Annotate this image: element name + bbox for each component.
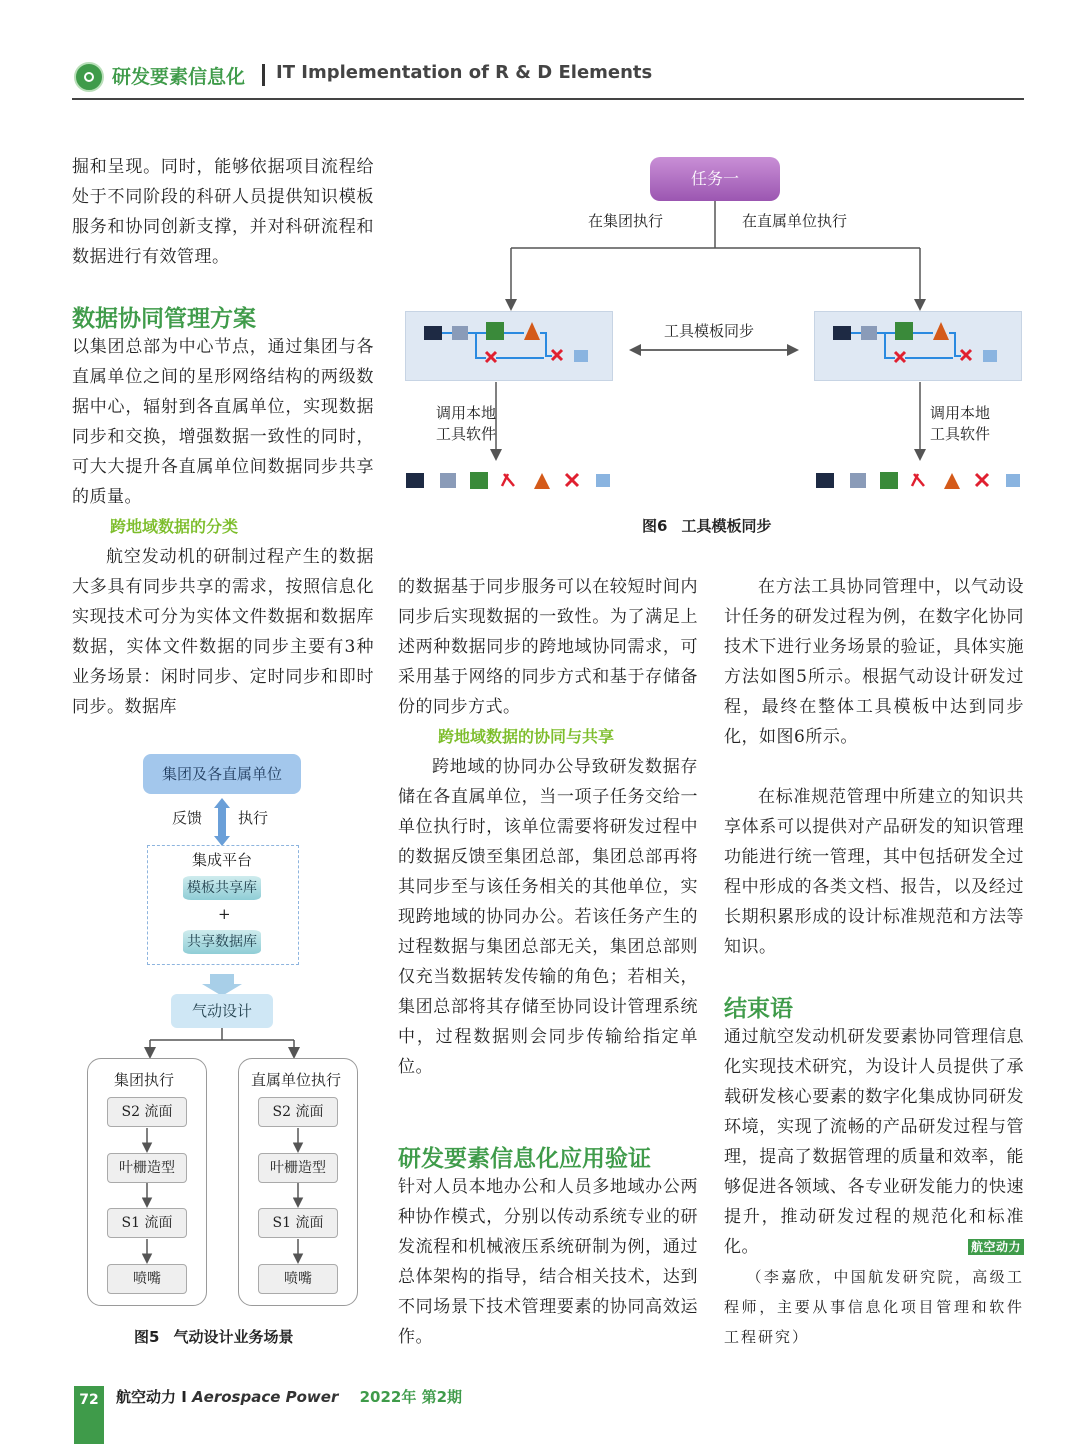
fig5-caption-num: 图5 xyxy=(134,1328,160,1346)
fig5-group-units-box: 集团及各直属单位 xyxy=(143,754,301,794)
fig5-step: 叶栅造型 xyxy=(258,1153,338,1183)
fig5-group-exec-label: 集团执行 xyxy=(114,1071,175,1089)
heading-conclusion: 结束语 xyxy=(724,996,793,1022)
fig5-step: S1 流面 xyxy=(258,1208,338,1238)
fig5-platform-label: 集成平台 xyxy=(192,851,253,869)
journal-logo-icon xyxy=(74,62,104,92)
fig6-task-box: 任务一 xyxy=(650,157,780,201)
heading-verify: 研发要素信息化应用验证 xyxy=(398,1146,651,1172)
fig5-execute-label: 执行 xyxy=(238,809,269,827)
fig5-unit-exec-label: 直属单位执行 xyxy=(251,1071,342,1089)
section-title-en: IT Implementation of R & D Elements xyxy=(276,62,653,83)
fig5-step: S2 流面 xyxy=(107,1097,187,1127)
subheading-share: 跨地域数据的协同与共享 xyxy=(438,727,615,746)
fig5-feedback-label: 反馈 xyxy=(172,809,203,827)
fig5-aero-design-box: 气动设计 xyxy=(171,994,273,1028)
footer-journal xyxy=(116,1386,462,1407)
header-divider xyxy=(262,64,265,86)
fig5-step: S1 流面 xyxy=(107,1208,187,1238)
fig5-step-arrows xyxy=(87,1126,359,1266)
tool-flow-icon xyxy=(815,312,1021,380)
fig6-call-right-1: 调用本地 xyxy=(930,404,991,422)
fig6-tool-icons-left xyxy=(404,470,614,492)
fig5-plus: + xyxy=(218,905,231,923)
subheading-classification: 跨地域数据的分类 xyxy=(110,517,239,536)
para-conclusion xyxy=(724,1022,1024,1262)
fig5-step: S2 流面 xyxy=(258,1097,338,1127)
fig6-tool-icons-right xyxy=(814,470,1024,492)
author-note: （李嘉欣，中国航发研究院，高级工程师，主要从事信息化项目管理和软件工程研究） xyxy=(724,1268,1024,1346)
fig6-call-left-1: 调用本地 xyxy=(436,404,497,422)
footer-journal-en: Aerospace Power xyxy=(192,1388,339,1406)
fig6-label-unit: 在直属单位执行 xyxy=(742,212,848,230)
footer-issue: 2022年 第2期 xyxy=(359,1388,463,1406)
journal-signature-badge: 航空动力 xyxy=(968,1239,1024,1255)
para-intro: 掘和呈现。同时，能够依据项目流程给处于不同阶段的科研人员提供知识模板服务和协同创新支撑，并对科研流程和数据进行有效管理。 xyxy=(72,157,374,267)
fig5-step: 叶栅造型 xyxy=(107,1153,187,1183)
para-sync-cont: 的数据基于同步服务可以在较短时间内同步后实现数据的一致性。为了满足上述两种数据同步的跨地域协同需求，可采用基于网络的同步方式和基于存储备份的同步方式。 xyxy=(398,577,698,717)
fig6-call-right-2: 工具软件 xyxy=(930,425,991,443)
fig5-shared-db: 共享数据库 xyxy=(183,930,261,954)
fig5-template-lib: 模板共享库 xyxy=(183,876,261,900)
para-standard: 在标准规范管理中所建立的知识共享体系可以提供对产品研发的知识管理功能进行统一管理，其中包括研发全过程中形成的各类文档、报告，以及经过长期积累形成的设计标准规范和方法等知识。 xyxy=(724,787,1024,957)
fig6-caption-num: 图6 xyxy=(642,517,668,535)
fig6-tool-template-right xyxy=(814,311,1022,381)
fig6-caption-text: 工具模板同步 xyxy=(681,517,772,535)
para-data-collab: 以集团总部为中心节点，通过集团与各直属单位之间的星形网络结构的两级数据中心，辐射到各直属单位，实现数据同步和交换，增强数据一致性的同时，可大大提升各直属单位间数据同步共享的质量。 xyxy=(72,337,374,507)
para-verify: 针对人员本地办公和人员多地域办公两种协作模式，分别以传动系统专业的研发流程和机械液压系统研制为例，通过总体架构的指导，结合相关技术，达到不同场景下技术管理要素的协同高效运作。 xyxy=(398,1177,698,1347)
fig5-caption xyxy=(134,1326,293,1347)
fig5-caption-text: 气动设计业务场景 xyxy=(173,1328,294,1346)
para-method: 在方法工具协同管理中，以气动设计任务的研发过程为例，在数字化协同技术下进行业务场景的验证，具体实施方法如图5所示。根据气动设计研发过程，最终在整体工具模板中达到同步化，如图6所示。 xyxy=(724,577,1024,747)
para-conclusion-text: 通过航空发动机研发要素协同管理信息化实现技术研究，为设计人员提供了承载研发核心要素的数字化集成协同研发环境，实现了流畅的产品研发过程与管理，提高了数据管理的质量和效率，能够促进各领域、各专业研发能力的快速提升，推动研发过程的规范化和标准化。 xyxy=(724,1027,1024,1257)
section-title-cn: 研发要素信息化 xyxy=(112,66,246,88)
page-number: 72 xyxy=(74,1386,104,1444)
header-rule xyxy=(72,98,1024,100)
fig5-step: 喷嘴 xyxy=(107,1264,187,1294)
fig6-label-group: 在集团执行 xyxy=(588,212,664,230)
fig6-caption xyxy=(642,515,771,536)
footer-divider: I xyxy=(181,1388,193,1406)
fig5-step: 喷嘴 xyxy=(258,1264,338,1294)
fig6-tool-template-left xyxy=(405,311,613,381)
footer-journal-cn: 航空动力 xyxy=(116,1388,177,1406)
para-classification: 航空发动机的研制过程产生的数据大多具有同步共享的需求，按照信息化实现技术可分为实体文件数据和数据库数据，实体文件数据的同步主要有3种业务场景：闲时同步、定时同步和即时同步。数据库 xyxy=(72,547,374,717)
fig6-call-left-2: 工具软件 xyxy=(436,425,497,443)
heading-data-collab: 数据协同管理方案 xyxy=(72,306,256,332)
fig6-label-sync: 工具模板同步 xyxy=(664,322,755,340)
tool-flow-icon xyxy=(406,312,612,380)
para-share: 跨地域的协同办公导致研发数据存储在各直属单位，当一项子任务交给一单位执行时，该单位需要将研发过程中的数据反馈至集团总部，集团总部再将其同步至与该任务相关的其他单位，实现跨地域的协同办公。若该任务产生的过程数据与集团总部无关，集团总部则仅充当数据转发传输的角色；若相关，集团总部将其存储至协同设计管理系统中，过程数据则会同步传输给指定单位。 xyxy=(398,757,698,1077)
